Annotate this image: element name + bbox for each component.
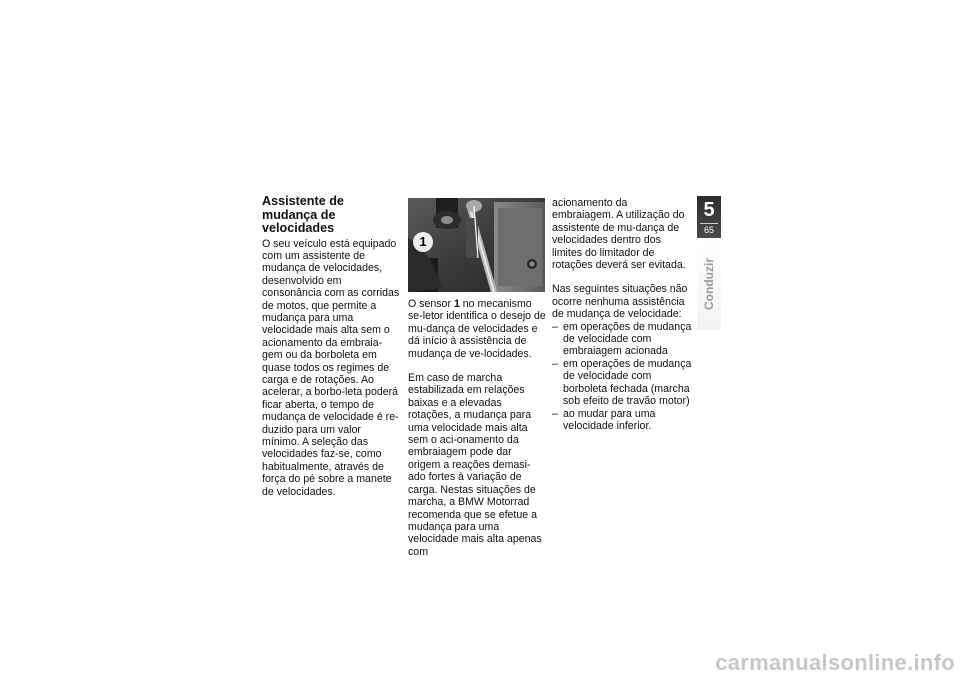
chapter-label-strip [697, 238, 721, 330]
continuation-paragraph: acionamento da embraiagem. A utilização do assistente de mu-dança de velocidades dentro dos limites do limitador de rotações deverá ser evitada. [552, 197, 686, 272]
sensor-paragraph [408, 298, 546, 360]
sensor-photo [408, 198, 545, 292]
column-2 [408, 298, 546, 558]
column-1 [262, 195, 400, 498]
text-fragment: O sensor [408, 298, 454, 310]
situations-paragraph: Nas seguintes situações não ocorre nenhuma assistência de mudança de velocidade: [552, 283, 688, 321]
watermark: carmanualsonline.info [715, 650, 955, 675]
text-fragment: no mecanismo se-letor identifica o desejo de mu-dança de velocidades e dá início à assistência de mudança de ve-locidades. [408, 298, 546, 360]
intro-paragraph: O seu veículo está equipado com um assistente de mudança de velocidades, desenvolvido em consonância com as corridas de motos, que permite a mudança para uma velocidade mais alta sem o acionamento da embraia-gem ou da borboleta em quase todos os regimes de carga e de rotações. Ao acelerar, a borbo-leta poderá ficar aberta, o tempo de mudança de velocidade é re-duzido para um valor mínimo. A seleção das velocidades faz-se, como habitualmente, através de força do pé sobre a manete de velocidades. [262, 237, 400, 498]
list-item: – ao mudar para uma velocidade inferior. [552, 407, 656, 432]
section-heading: Assistente de mudança de velocidades [262, 194, 344, 235]
situations-list [552, 321, 692, 433]
reference-number: 1 [453, 298, 460, 310]
chapter-tab [697, 196, 721, 330]
list-item: – em operações de mudança de velocidade com borboleta fechada (marcha sob efeito de travão motor) [552, 357, 692, 408]
warning-paragraph: Em caso de marcha estabilizada em relações baixas e a elevadas rotações, a mudança para uma velocidade mais alta sem o aci-onamento da embraiagem pode dar origem a reações demasi-ado fortes à variação de carga. Nestas situações de marcha, a BMW Motorrad recomenda que se efetue a mudança para uma velocidade mais alta apenas com [408, 372, 542, 558]
chapter-name: Conduzir [702, 258, 716, 310]
page-number: 65 [703, 225, 714, 235]
list-item: – em operações de mudança de velocidade com embraiagem acionada [552, 320, 692, 358]
column-3 [552, 197, 692, 432]
callout-1: 1 [413, 232, 433, 252]
chapter-number: 5 [697, 196, 721, 238]
